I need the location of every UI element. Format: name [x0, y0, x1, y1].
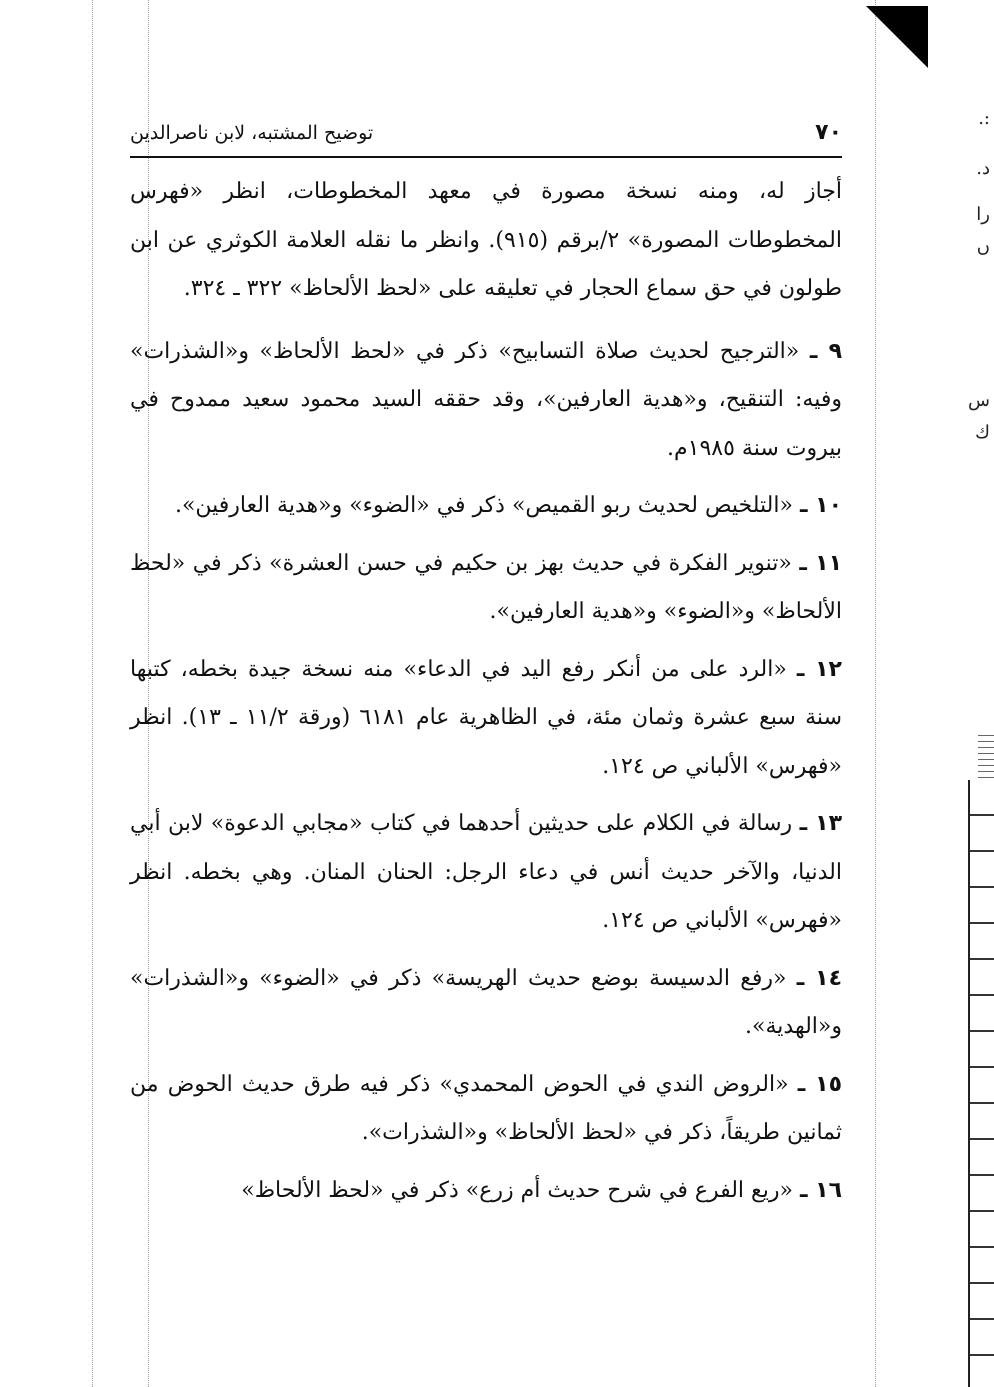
item-text: «رفع الدسيسة بوضع حديث الهريسة» ذكر في «الضوء» و«الشذرات» و«الهدية».	[130, 965, 842, 1039]
list-item	[130, 646, 842, 792]
edge-fragment: :.	[978, 108, 990, 129]
item-number: ١٦ ـ	[799, 1177, 842, 1203]
edge-fragment: را	[976, 204, 990, 225]
item-number: ١٥ ـ	[797, 1071, 843, 1097]
edge-fragment: ك	[975, 422, 990, 443]
item-number: ١١ ـ	[799, 550, 842, 576]
adjacent-page-edge-strip	[968, 780, 994, 1387]
paragraph-text: أجاز له، ومنه نسخة مصورة في معهد المخطوطات، انظر «فهرس المخطوطات المصورة» ٢/برقم (٩١٥). وانظر ما نقله العلامة الكوثري عن ابن طولون في حق سماع الحجار في تعليقه على «لحظ الألحاظ» ٣٢٢ ـ ٣٢٤.	[130, 179, 842, 301]
list-item	[130, 1061, 842, 1158]
page-body	[130, 168, 842, 1224]
item-number: ١٣ ـ	[799, 811, 842, 836]
item-number: ١٤ ـ	[796, 965, 842, 991]
edge-fragment: د.	[976, 158, 990, 179]
item-number: ٩ ـ	[809, 338, 842, 364]
edge-fragment: س	[968, 390, 990, 411]
header-rule	[130, 156, 842, 158]
paragraph	[130, 168, 842, 314]
list-item	[130, 800, 842, 946]
list-item	[130, 482, 842, 531]
item-text: «تنوير الفكرة في حديث بهز بن حكيم في حسن العشرة» ذكر في «لحظ الألحاظ» و«الضوء» و«هدية العارفين».	[130, 550, 842, 624]
running-title: توضيح المشتبه، لابن ناصرالدين	[130, 122, 374, 144]
item-text: «الرد على من أنكر رفع اليد في الدعاء» منه نسخة جيدة بخطه، كتبها سنة سبع عشرة وثمان مئة، في الظاهرية عام ٦١٨١ (ورقة ١١/٢ ـ ١٣). انظر «فهرس» الألباني ص ١٢٤.	[130, 656, 842, 779]
item-text: «التلخيص لحديث ربو القميص» ذكر في «الضوء» و«هدية العارفين».	[174, 493, 793, 518]
list-item	[130, 955, 842, 1052]
scan-guide-line	[92, 0, 93, 1387]
item-text: رسالة في الكلام على حديثين أحدهما في كتاب «مجابي الدعوة» لابن أبي الدنيا، والآخر حديث أنس في دعاء الرجل: الحنان المنان. وهي بخطه. انظر «فهرس» الألباني ص ١٢٤.	[130, 811, 842, 933]
list-item	[130, 328, 842, 474]
edge-fragment: ں	[976, 236, 990, 257]
page-header	[130, 118, 842, 158]
item-text: «الروض الندي في الحوض المحمدي» ذكر فيه طرق حديث الحوض من ثمانين طريقاً، ذكر في «لحظ الألحاظ» و«الشذرات».	[130, 1071, 842, 1145]
scan-guide-line	[875, 0, 876, 1387]
adjacent-page-edge-text	[968, 40, 994, 460]
list-item	[130, 540, 842, 637]
corner-triangle-mark	[866, 6, 928, 68]
page-number: ٧٠	[815, 120, 842, 145]
list-item	[130, 1167, 842, 1216]
item-number: ١٠ ـ	[799, 493, 842, 518]
item-text: «ريع الفرع في شرح حديث أم زرع» ذكر في «لحظ الألحاظ»	[241, 1177, 793, 1203]
item-text: «الترجيح لحديث صلاة التسابيح» ذكر في «لحظ الألحاظ» و«الشذرات» وفيه: التنقيح، و«هدية العارفين»، وقد حققه السيد محمود سعيد ممدوح في بيروت سنة ١٩٨٥م.	[130, 338, 842, 461]
item-number: ١٢ ـ	[796, 656, 842, 682]
